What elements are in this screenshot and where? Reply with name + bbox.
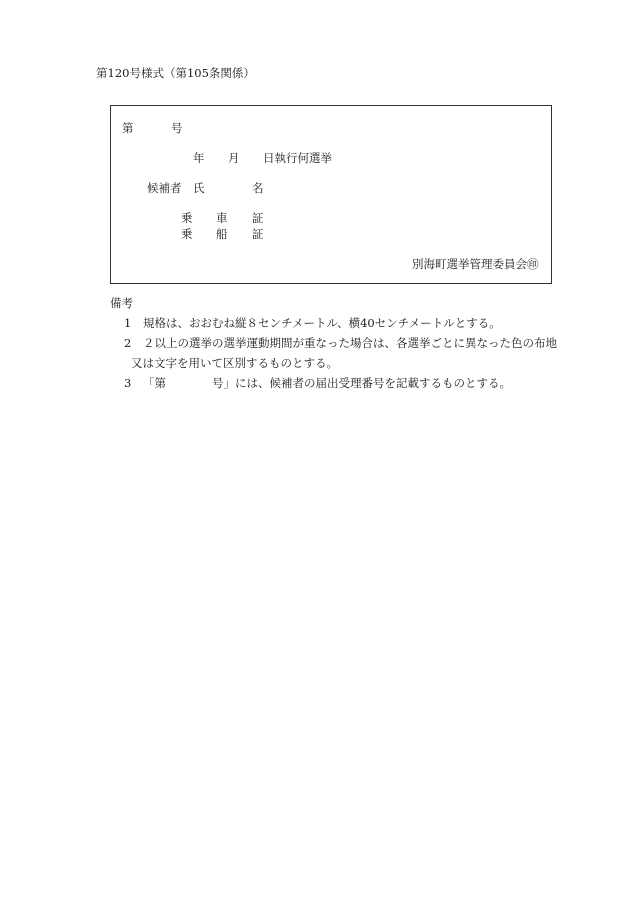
notes-heading: 備考 [110, 296, 133, 310]
note-number: 1 [124, 316, 132, 330]
ship-pass-char-2: 船 [216, 227, 228, 241]
car-pass-char-2: 車 [216, 211, 228, 225]
note-text: 「第 号」には、候補者の届出受理番号を記載するものとする。 [143, 376, 511, 390]
car-pass-char-3: 証 [252, 211, 264, 225]
note-text: 規格は、おおむね縦８センチメートル、横40センチメートルとする。 [143, 316, 501, 330]
car-pass-char-1: 乗 [181, 211, 193, 225]
given-name-label: 名 [252, 181, 264, 195]
month-label: 月 [228, 151, 240, 165]
number-prefix: 第 [122, 121, 134, 135]
note-item-2 [124, 336, 557, 350]
form-title: 第120号様式（第105条関係） [96, 66, 255, 80]
candidate-label: 候補者 [147, 181, 182, 195]
issuer-label: 別海町選挙管理委員会㊞ [412, 257, 539, 271]
note-text: ２以上の選挙の選挙運動期間が重なった場合は、各選挙ごとに異なった色の布地 [143, 336, 557, 350]
surname-label: 氏 [193, 181, 205, 195]
note-text: 又は文字を用いて区別するものとする。 [131, 356, 338, 370]
note-number: 3 [124, 376, 132, 390]
ship-pass-char-1: 乗 [181, 227, 193, 241]
ship-pass-char-3: 証 [252, 227, 264, 241]
note-item-3 [124, 376, 511, 390]
year-label: 年 [193, 151, 205, 165]
note-item-1 [124, 316, 501, 330]
election-label: 日執行何選挙 [263, 151, 332, 165]
note-item-2-continuation [131, 356, 338, 370]
number-suffix: 号 [171, 121, 183, 135]
note-number: 2 [124, 336, 132, 350]
